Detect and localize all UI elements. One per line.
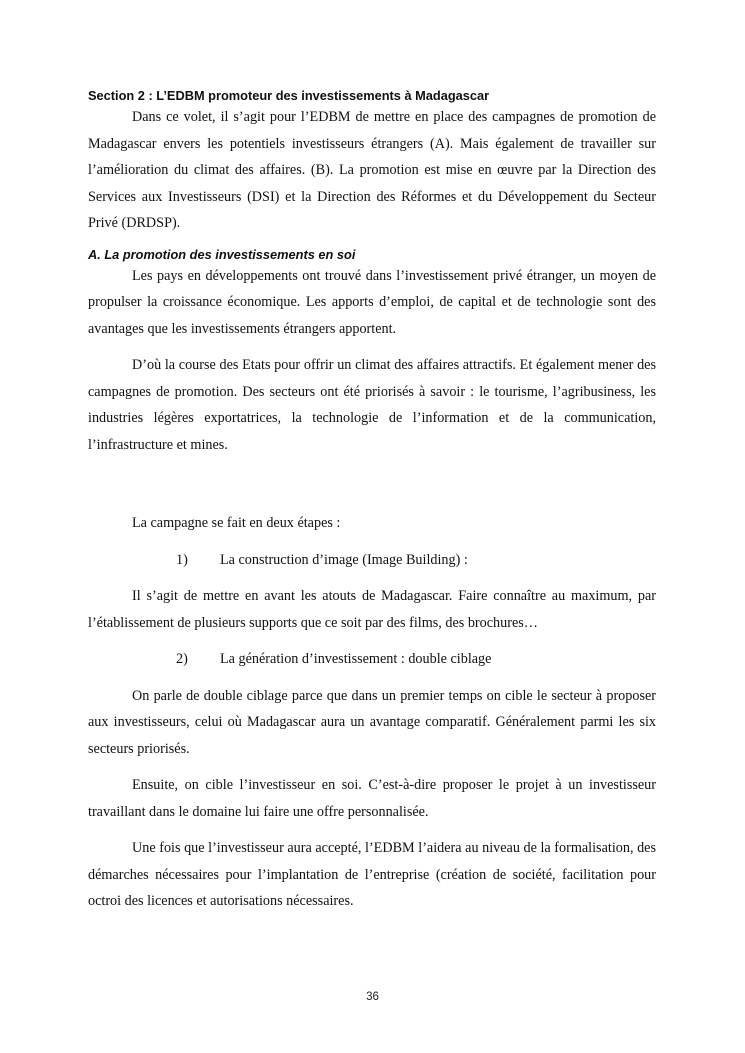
subsection-heading: A. La promotion des investissements en soi [88, 246, 356, 262]
page-content [88, 86, 656, 915]
paragraph-investment: Les pays en développements ont trouvé dans l’investissement privé étranger, un moyen de propulser la croissance économique. Les apports d’emploi, de capital et de technologie sont des avantages que les investissements étrangers apportent. [88, 267, 656, 337]
intro-paragraph: Dans ce volet, il s’agit pour l’EDBM de mettre en place des campagnes de promotion de Madagascar envers les potentiels investisseurs étrangers (A). Mais également de travailler sur l’amélioration du climat des affaires. (B). La promotion est mise en œuvre par la Direction des Services aux Investisseurs (DSI) et la Direction des Réformes et du Développement du Secteur Privé (DRDSP). [88, 109, 656, 231]
section-heading: Section 2 : L’EDBM promoteur des investissements à Madagascar [88, 88, 490, 103]
paragraph-priority-sectors: D’où la course des Etats pour offrir un climat des affaires attractifs. Et également mener des campagnes de promotion. Des secteurs ont été priorisés à savoir : le tourisme, l’agribusiness, les industries légères exportatrices, la technologie de l’information et de la communication, l’infrastructure et mines. [88, 357, 656, 453]
list-item-step-2 [88, 646, 656, 673]
page-number: 36 [366, 991, 379, 1003]
campaign-intro: La campagne se fait en deux étapes : [132, 515, 341, 531]
step-2-paragraph-investor-target: Ensuite, on cible l’investisseur en soi. C’est-à-dire proposer le projet à un investisseur travaillant dans le domaine lui faire une offre personnalisée. [88, 777, 656, 820]
step-1-paragraph: Il s’agit de mettre en avant les atouts de Madagascar. Faire connaître au maximum, par l’établissement de plusieurs supports que ce soit par des films, des brochures… [88, 588, 656, 631]
list-item-step-1 [88, 547, 656, 574]
list-number: 2) [176, 651, 188, 667]
step-2-paragraph-edbm-support: Une fois que l’investisseur aura accepté, l’EDBM l’aidera au niveau de la formalisation, des démarches nécessaires pour l’implantation de l’entreprise (création de société, facilitation pour octroi des licences et autorisations nécessaires. [88, 840, 656, 909]
list-label: La construction d’image (Image Building) : [220, 551, 468, 568]
list-label: La génération d’investissement : double ciblage [220, 651, 492, 667]
step-2-paragraph-double-targeting: On parle de double ciblage parce que dans un premier temps on cible le secteur à proposer aux investisseurs, celui où Madagascar aura un avantage comparatif. Généralement parmi les six secteurs priorisés. [88, 687, 656, 757]
list-number: 1) [176, 551, 188, 568]
